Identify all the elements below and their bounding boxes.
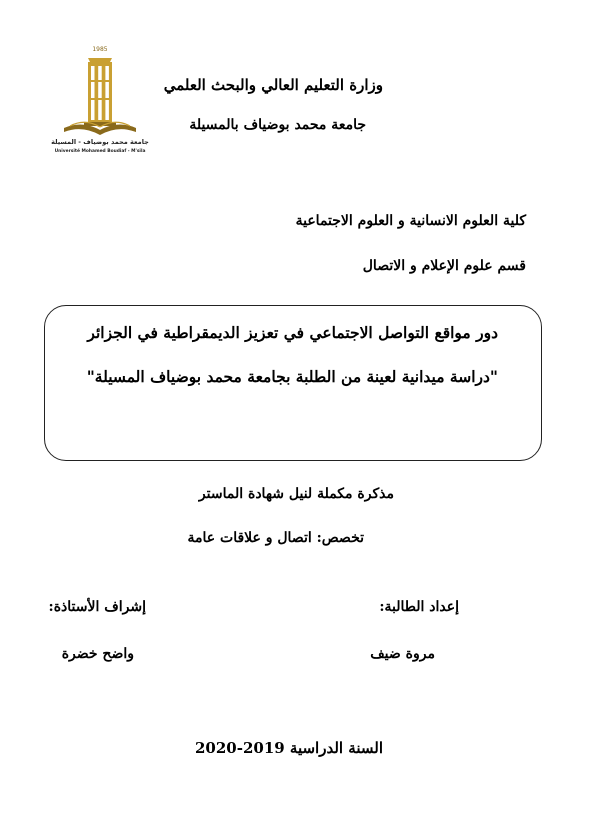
student-name: مروة ضيف xyxy=(370,646,435,662)
academic-year: السنة الدراسية 2019-2020 xyxy=(194,739,383,757)
university-logo xyxy=(50,46,150,158)
logo-tower-icon xyxy=(50,46,150,138)
logo-name-french: Université Mohamed Boudiaf - M'sila xyxy=(54,149,146,154)
thesis-title: دور مواقع التواصل الاجتماعي في تعزيز الديمقراطية في الجزائر xyxy=(87,323,498,342)
logo-name-arabic: جامعة محمد بوضياف - المسيلة xyxy=(51,138,149,146)
supervised-by-label: إشراف الأستاذة: xyxy=(48,599,146,615)
thesis-subtitle: "دراسة ميدانية لعينة من الطلبة بجامعة محمد بوضياف المسيلة" xyxy=(86,367,498,386)
prepared-by-label: إعداد الطالبة: xyxy=(379,599,459,615)
logo-year: 1985 xyxy=(92,46,108,53)
ministry-name: وزارة التعليم العالي والبحث العلمي xyxy=(163,76,383,94)
memo-description: مذكرة مكملة لنيل شهادة الماستر xyxy=(198,486,394,502)
specialty: تخصص: اتصال و علاقات عامة xyxy=(187,530,364,546)
university-name: جامعة محمد بوضياف بالمسيلة xyxy=(189,117,366,133)
department-name: قسم علوم الإعلام و الاتصال xyxy=(362,258,526,274)
faculty-name: كلية العلوم الانسانية و العلوم الاجتماعية xyxy=(295,213,526,229)
supervisor-name: واضح خضرة xyxy=(61,646,134,662)
